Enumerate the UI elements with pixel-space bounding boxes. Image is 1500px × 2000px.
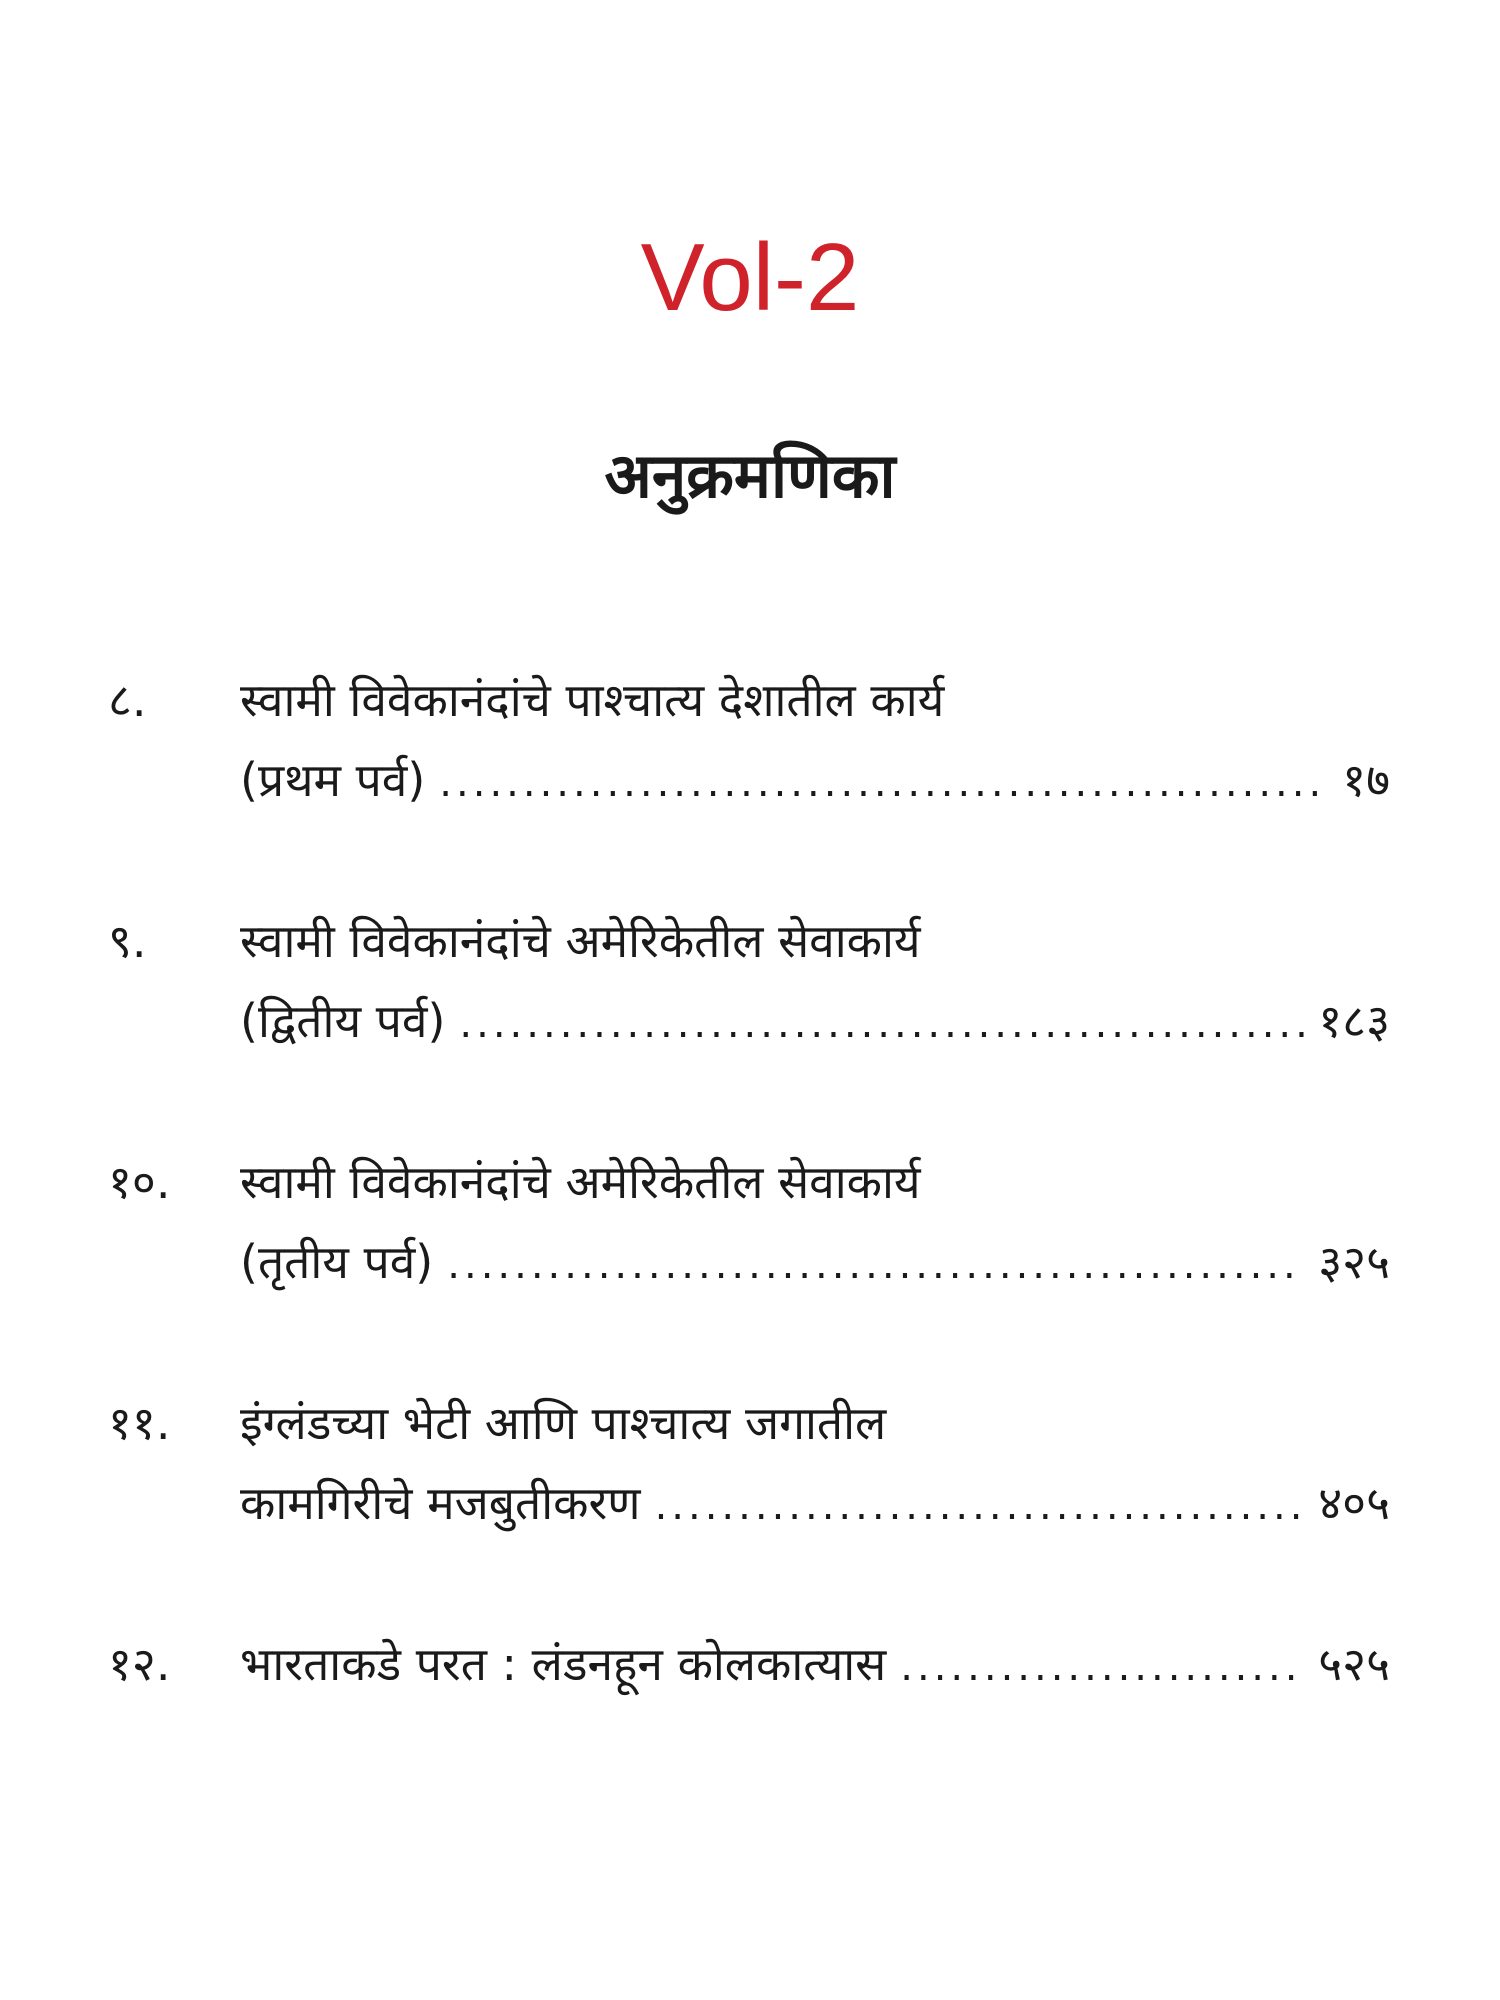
toc-entry-12: [108, 1624, 1408, 1707]
toc-entry-10: [108, 1142, 1408, 1305]
toc-heading: अनुक्रमणिका: [604, 439, 896, 512]
entry-number: ८.: [108, 673, 147, 727]
entry-title-line1: स्वामी विवेकानंदांचे अमेरिकेतील सेवाकार्य: [240, 1155, 921, 1209]
entry-page-number: १८३: [1318, 994, 1390, 1048]
entry-body: [240, 1624, 1390, 1707]
entry-title-line2: (तृतीय पर्व): [240, 1235, 434, 1289]
toc-entry-9: [108, 901, 1408, 1064]
dot-leader: [439, 743, 1328, 823]
toc-entry-11: [108, 1383, 1408, 1546]
entry-body: [240, 901, 1390, 1064]
entry-title-line2-row: [240, 1463, 1390, 1546]
entry-number: १०.: [108, 1155, 171, 1209]
entry-title: भारताकडे परत : लंडनहून कोलकात्यास: [240, 1637, 887, 1691]
entry-title-line2: कामगिरीचे मजबुतीकरण: [240, 1476, 641, 1530]
entry-page-number: ४०५: [1318, 1476, 1390, 1530]
dot-leader: [447, 1225, 1304, 1305]
toc-entry-8: [108, 660, 1408, 823]
toc-entries: [108, 660, 1408, 1785]
entry-title-line2-row: [240, 1222, 1390, 1305]
entry-page-number: ५२५: [1318, 1637, 1390, 1691]
dot-leader: [459, 984, 1304, 1064]
entry-body: [240, 660, 1390, 823]
dot-leader: [900, 1627, 1304, 1707]
entry-title-line2-row: [240, 981, 1390, 1064]
entry-title-line1: स्वामी विवेकानंदांचे अमेरिकेतील सेवाकार्य: [240, 914, 921, 968]
entry-title-line1: इंग्लंडच्या भेटी आणि पाश्चात्य जगातील: [240, 1396, 887, 1450]
entry-number: ११.: [108, 1396, 171, 1450]
entry-body: [240, 1383, 1390, 1546]
entry-title-line2: (द्वितीय पर्व): [240, 994, 446, 1048]
entry-number: १२.: [108, 1637, 171, 1691]
entry-body: [240, 1142, 1390, 1305]
entry-page-number: १७: [1342, 753, 1390, 807]
entry-title-line2: (प्रथम पर्व): [240, 753, 426, 807]
entry-number: ९.: [108, 914, 147, 968]
entry-page-number: ३२५: [1318, 1235, 1390, 1289]
dot-leader: [655, 1466, 1305, 1546]
entry-title-row: [240, 1624, 1390, 1707]
volume-label: Vol-2: [640, 224, 860, 331]
entry-title-line2-row: [240, 740, 1390, 823]
entry-title-line1: स्वामी विवेकानंदांचे पाश्चात्य देशातील कार्य: [240, 673, 945, 727]
